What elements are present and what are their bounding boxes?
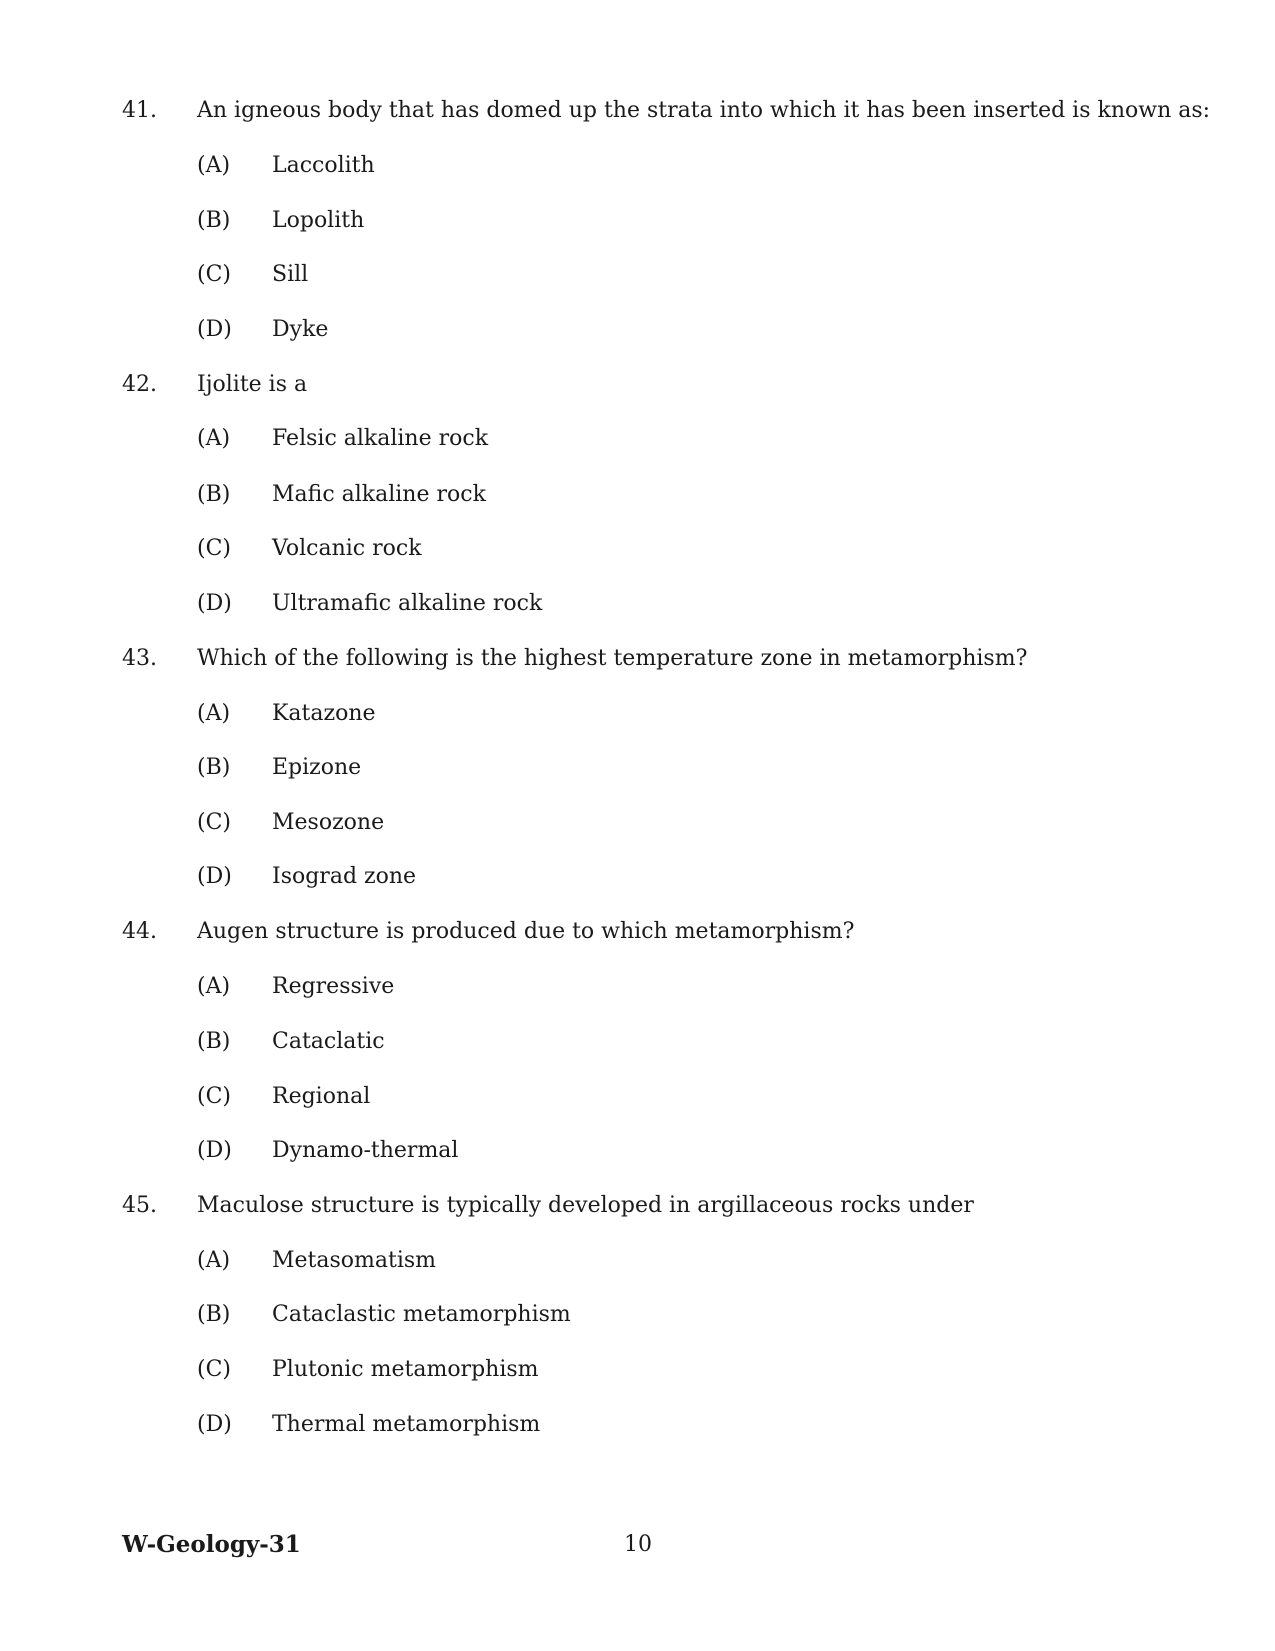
- option-text: Mesozone: [272, 810, 385, 835]
- option-text: Regional: [272, 1084, 371, 1109]
- option-text: Regressive: [272, 974, 395, 999]
- option-text: Sill: [272, 262, 309, 287]
- option-label: (C): [197, 262, 231, 287]
- option-label: (C): [197, 1357, 231, 1382]
- question-text: Ijolite is a: [197, 372, 308, 397]
- option-text: Volcanic rock: [272, 536, 422, 561]
- option-text: Thermal metamorphism: [272, 1412, 541, 1437]
- option-label: (B): [197, 482, 231, 507]
- option-text: Plutonic metamorphism: [272, 1357, 539, 1382]
- question-number: 42.: [122, 372, 157, 397]
- option-label: (D): [197, 1138, 232, 1163]
- question-number: 44.: [122, 919, 157, 944]
- option-label: (B): [197, 208, 231, 233]
- option-label: (B): [197, 1029, 231, 1054]
- option-text: Epizone: [272, 755, 362, 780]
- option-label: (D): [197, 864, 232, 889]
- question-text: Which of the following is the highest temperature zone in metamorphism?: [197, 646, 1028, 671]
- option-label: (D): [197, 1412, 232, 1437]
- page-number: 10: [624, 1532, 652, 1557]
- option-text: Lopolith: [272, 208, 365, 233]
- option-text: Dyke: [272, 317, 329, 342]
- option-text: Katazone: [272, 701, 376, 726]
- question-text: Maculose structure is typically developed in argillaceous rocks under: [197, 1193, 974, 1218]
- option-label: (C): [197, 536, 231, 561]
- option-label: (B): [197, 1302, 231, 1327]
- option-text: Cataclatic: [272, 1029, 385, 1054]
- option-text: Isograd zone: [272, 864, 417, 889]
- question-number: 45.: [122, 1193, 157, 1218]
- option-text: Felsic alkaline rock: [272, 426, 489, 451]
- option-label: (D): [197, 317, 232, 342]
- option-label: (A): [197, 1248, 231, 1273]
- question-number: 43.: [122, 646, 157, 671]
- option-text: Dynamo-thermal: [272, 1138, 459, 1163]
- paper-code: W-Geology-31: [122, 1531, 301, 1558]
- option-text: Metasomatism: [272, 1248, 437, 1273]
- option-label: (C): [197, 1084, 231, 1109]
- option-text: Mafic alkaline rock: [272, 482, 486, 507]
- option-label: (D): [197, 591, 232, 616]
- question-number: 41.: [122, 98, 157, 123]
- option-text: Laccolith: [272, 153, 375, 178]
- option-label: (B): [197, 755, 231, 780]
- option-label: (A): [197, 153, 231, 178]
- question-text: An igneous body that has domed up the strata into which it has been inserted is known as:: [197, 98, 1211, 123]
- option-label: (A): [197, 426, 231, 451]
- option-label: (C): [197, 810, 231, 835]
- question-text: Augen structure is produced due to which metamorphism?: [197, 919, 855, 944]
- option-text: Cataclastic metamorphism: [272, 1302, 571, 1327]
- option-label: (A): [197, 974, 231, 999]
- option-label: (A): [197, 701, 231, 726]
- option-text: Ultramafic alkaline rock: [272, 591, 543, 616]
